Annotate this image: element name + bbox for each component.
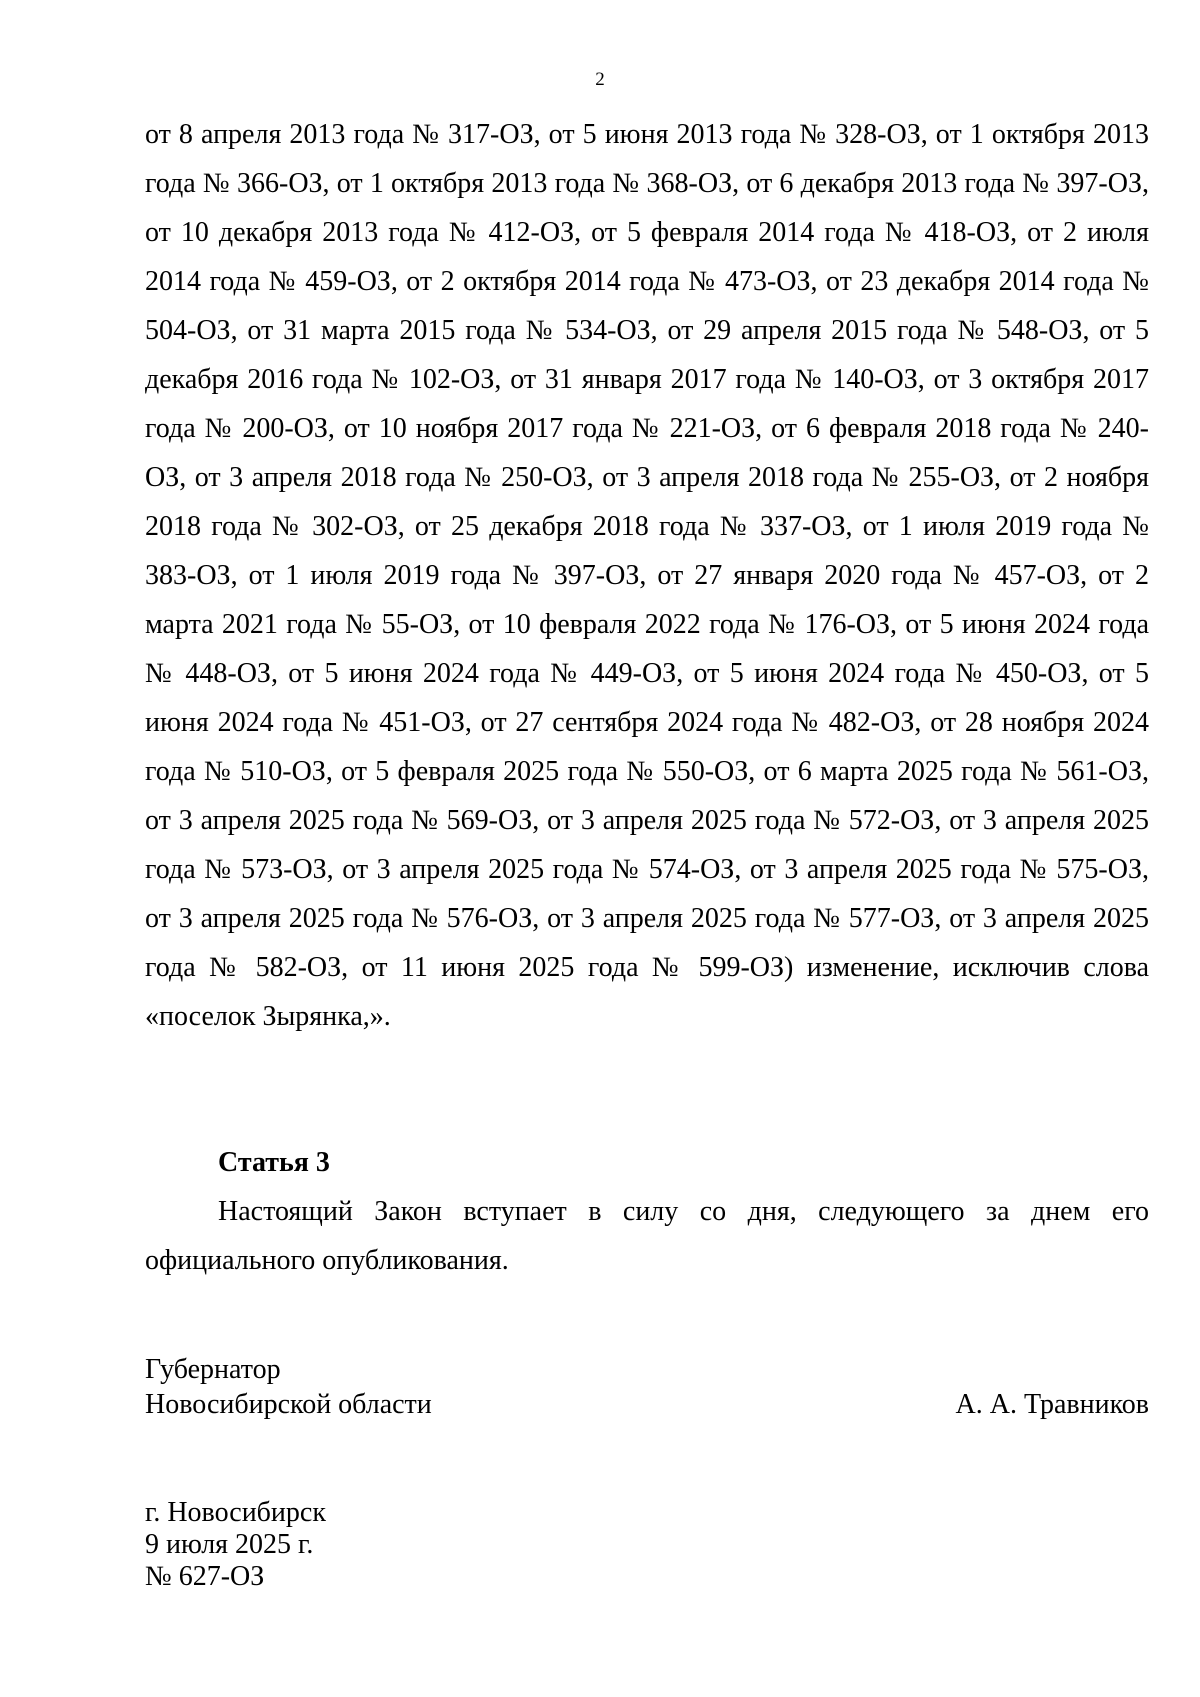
footer-law-number: № 627-ОЗ <box>145 1561 265 1592</box>
page-number: 2 <box>595 69 605 90</box>
signature-block <box>145 1352 1149 1422</box>
footer-block <box>145 1497 326 1593</box>
signatory-name: А. А. Травников <box>955 1389 1149 1420</box>
body-paragraph: от 8 апреля 2013 года № 317-ОЗ, от 5 июня 2013 года № 328-ОЗ, от 1 октября 2013 года № 366-ОЗ, от 1 октября 2013 года № 368-ОЗ, от 6 декабря 2013 года № 397-ОЗ, от 10 декабря 2013 года № 412-ОЗ, от 5 февраля 2014 года № 418-ОЗ, от 2 июля 2014 года № 459-ОЗ, от 2 октября 2014 года № 473-ОЗ, от 23 декабря 2014 года № 504-ОЗ, от 31 марта 2015 года № 534-ОЗ, от 29 апреля 2015 года № 548-ОЗ, от 5 декабря 2016 года № 102-ОЗ, от 31 января 2017 года № 140-ОЗ, от 3 октября 2017 года № 200-ОЗ, от 10 ноября 2017 года № 221-ОЗ, от 6 февраля 2018 года № 240-ОЗ, от 3 апреля 2018 года № 250-ОЗ, от 3 апреля 2018 года № 255-ОЗ, от 2 ноября 2018 года № 302-ОЗ, от 25 декабря 2018 года № 337-ОЗ, от 1 июля 2019 года № 383-ОЗ, от 1 июля 2019 года № 397-ОЗ, от 27 января 2020 года № 457-ОЗ, от 2 марта 2021 года № 55-ОЗ, от 10 февраля 2022 года № 176-ОЗ, от 5 июня 2024 года № 448-ОЗ, от 5 июня 2024 года № 449-ОЗ, от 5 июня 2024 года № 450-ОЗ, от 5 июня 2024 года № 451-ОЗ, от 27 сентября 2024 года № 482-ОЗ, от 28 ноября 2024 года № 510-ОЗ, от 5 февраля 2025 года № 550-ОЗ, от 6 марта 2025 года № 561-ОЗ, от 3 апреля 2025 года № 569-ОЗ, от 3 апреля 2025 года № 572-ОЗ, от 3 апреля 2025 года № 573-ОЗ, от 3 апреля 2025 года № 574-ОЗ, от 3 апреля 2025 года № 575-ОЗ, от 3 апреля 2025 года № 576-ОЗ, от 3 апреля 2025 года № 577-ОЗ, от 3 апреля 2025 года № 582-ОЗ, от 11 июня 2025 года № 599-ОЗ) изменение, исключив слова «поселок Зырянка,». <box>145 119 1149 1032</box>
footer-city: г. Новосибирск <box>145 1497 326 1528</box>
article-3-heading: Статья 3 <box>218 1147 330 1178</box>
signature-title-line1: Губернатор <box>145 1354 281 1385</box>
signature-row <box>145 1387 1149 1422</box>
article-3-text: Настоящий Закон вступает в силу со дня, следующего за днем его официального опубликования. <box>145 1196 1149 1276</box>
signature-title-line2: Новосибирской области <box>145 1389 432 1420</box>
footer-date: 9 июля 2025 г. <box>145 1529 314 1560</box>
